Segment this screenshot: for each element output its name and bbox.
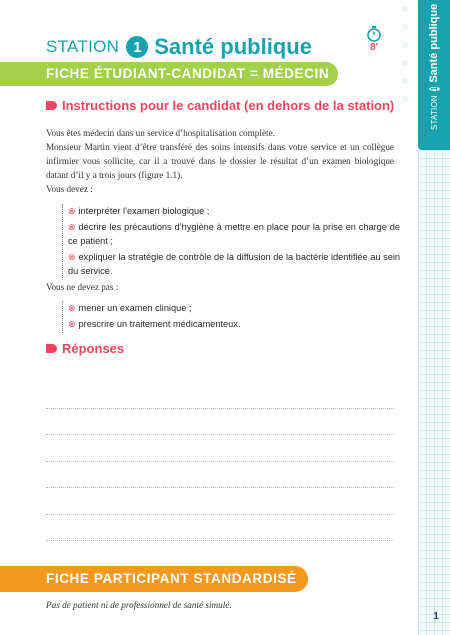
side-tab-label <box>422 5 446 130</box>
bullet-icon: ⊗ <box>68 252 76 262</box>
must-item-text: interpréter l’examen biologique ; <box>78 206 210 216</box>
list-item <box>68 204 400 218</box>
station-number-badge: 1 <box>126 36 148 58</box>
participant-banner <box>0 566 308 592</box>
list-item <box>68 250 400 278</box>
answer-line[interactable] <box>46 409 394 436</box>
station-word: STATION <box>46 37 120 56</box>
instructions-heading <box>46 98 394 113</box>
timer-value: 8' <box>370 42 378 53</box>
dots-decoration <box>402 6 410 114</box>
side-grid-decoration <box>418 150 450 635</box>
answer-line[interactable] <box>46 462 394 489</box>
answer-line[interactable] <box>46 488 394 515</box>
must-list <box>62 204 400 280</box>
must-item-text: expliquer la stratégie de contrôle de la diffusion de la bactérie identifiée au sein du service. <box>68 252 400 276</box>
instructions-intro: Vous êtes médecin dans un service d’hospitalisation complète. <box>46 128 275 138</box>
responses-heading <box>46 341 124 356</box>
answer-lines[interactable] <box>46 382 394 541</box>
no-patient-note: Pas de patient ni de professionnel de santé simulé. <box>46 600 232 610</box>
student-banner-label: FICHE ÉTUDIANT-CANDIDAT = MÉDECIN <box>46 66 330 81</box>
bullet-icon: ⊗ <box>68 303 76 313</box>
answer-line[interactable] <box>46 435 394 462</box>
side-tab-title: Santé publique <box>428 3 440 83</box>
station-header <box>46 34 312 60</box>
list-item <box>68 317 400 331</box>
bullet-icon: ⊗ <box>68 206 76 216</box>
answer-line[interactable] <box>46 382 394 409</box>
responses-heading-text: Réponses <box>62 341 125 356</box>
mustnot-item-text: prescrire un traitement médicamenteux. <box>78 319 241 329</box>
instructions-context: Monsieur Martin vient d’être transféré des soins intensifs dans votre service et un collègue infirmier vous sollicite, car il a trouvé dans le dossier le résultat d’un examen biologique datant d’il y a trois jours (figure 1.1). <box>46 142 394 180</box>
side-tab-station-word: STATION <box>429 95 439 130</box>
side-tab <box>418 0 450 150</box>
page-number: 1 <box>433 611 439 622</box>
instructions-heading-text: Instructions pour le candidat (en dehors de la station) <box>62 98 395 113</box>
stopwatch-icon <box>365 26 383 42</box>
list-item <box>68 301 400 315</box>
section-marker-icon <box>46 101 57 110</box>
mustnot-label: Vous ne devez pas : <box>46 282 119 292</box>
timer <box>363 26 385 58</box>
bullet-icon: ⊗ <box>68 222 76 232</box>
mustnot-item-text: mener un examen clinique ; <box>78 303 192 313</box>
must-label: Vous devez : <box>46 184 93 194</box>
student-banner <box>0 62 338 86</box>
side-tab-station-number: 1 <box>429 86 439 92</box>
mustnot-list <box>62 301 400 333</box>
list-item <box>68 220 400 248</box>
section-marker-icon <box>46 344 57 353</box>
page-title: Santé publique <box>154 34 312 59</box>
answer-line[interactable] <box>46 515 394 542</box>
must-item-text: décrire les précautions d’hygiène à mettre en place pour la prise en charge de ce patient ; <box>68 222 400 246</box>
participant-banner-label: FICHE PARTICIPANT STANDARDISÉ <box>46 571 297 586</box>
bullet-icon: ⊗ <box>68 319 76 329</box>
